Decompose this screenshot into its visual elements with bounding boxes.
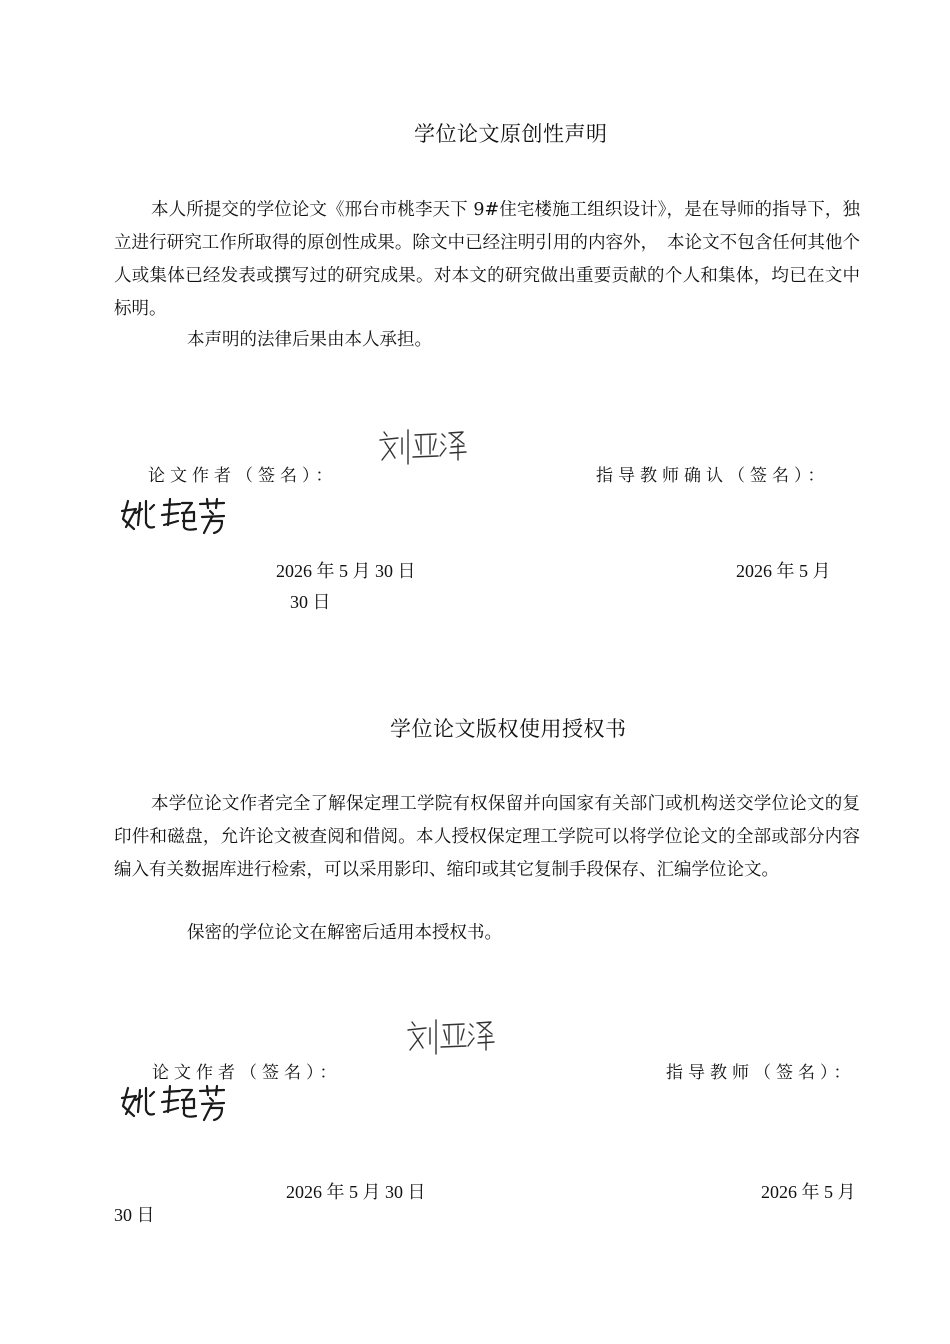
declaration-advisor-label: 指导教师确认（签名）：	[596, 466, 830, 486]
authorization-author-label: 论文作者（签名）：	[152, 1063, 342, 1083]
declaration-advisor-date: 2026 年 5 月	[736, 561, 831, 581]
author-signature-handwritten	[406, 1016, 498, 1058]
authorization-author-date: 2026 年 5 月 30 日	[286, 1182, 426, 1202]
authorization-title: 学位论文版权使用授权书	[390, 717, 627, 741]
declaration-body: 本人所提交的学位论文《邢台市桃李天下 9#住宅楼施工组织设计》，是在导师的指导下，独立进行研究工作所取得的原创性成果。除文中已经注明引用的内容外， 本论文不包含任何其他个人或集体已经发表或撰写过的研究成果。对本文的研究做出重要贡献的个人和集体，均已在文中标明。	[114, 200, 860, 319]
authorization-advisor-label: 指导教师（签名）：	[666, 1063, 856, 1083]
declaration-advisor-date-day: 30 日	[290, 592, 331, 612]
author-signature-handwritten	[378, 426, 470, 468]
authorization-body: 本学位论文作者完全了解保定理工学院有权保留并向国家有关部门或机构送交学位论文的复印件和磁盘，允许论文被查阅和借阅。本人授权保定理工学院可以将学位论文的全部或部分内容编入有关数据库进行检索，可以采用影印、缩印或其它复制手段保存、汇编学位论文。	[114, 794, 860, 880]
authorization-advisor-date: 2026 年 5 月	[761, 1182, 856, 1202]
advisor-signature-handwritten	[120, 1082, 228, 1124]
declaration-author-label: 论文作者（签名）：	[148, 466, 338, 486]
authorization-advisor-date-day: 30 日	[114, 1205, 155, 1225]
declaration-title: 学位论文原创性声明	[414, 122, 608, 146]
declaration-author-date: 2026 年 5 月 30 日	[276, 561, 416, 581]
authorization-secret-note: 保密的学位论文在解密后适用本授权书。	[187, 923, 502, 943]
declaration-legal-note: 本声明的法律后果由本人承担。	[187, 330, 432, 350]
advisor-signature-handwritten	[120, 495, 228, 537]
